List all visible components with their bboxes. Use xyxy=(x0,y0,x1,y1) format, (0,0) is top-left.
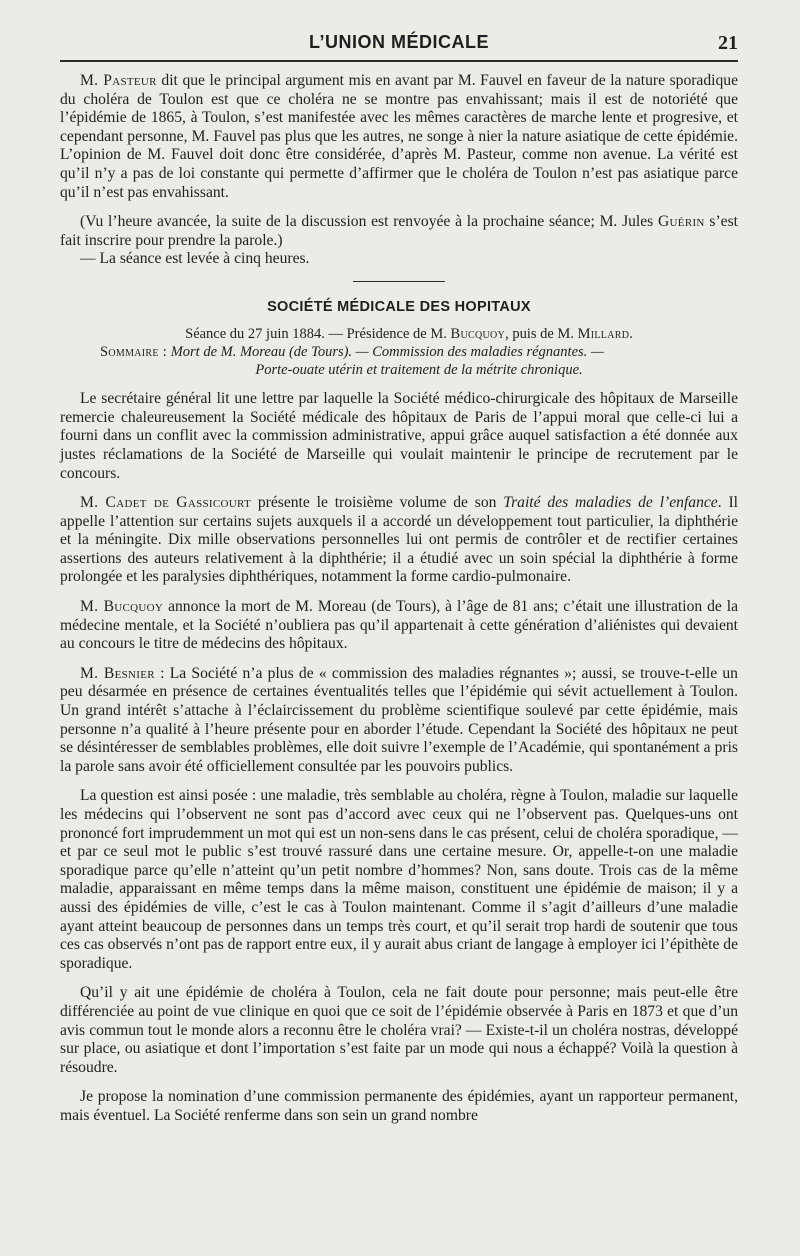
speaker-cadet: M. Cadet de Gassicourt xyxy=(80,494,251,512)
paragraph-bucquoy xyxy=(60,598,738,654)
page-header xyxy=(60,30,738,62)
cadet-text-end: . Il appelle l’attention sur certains sujets auxquels il a accordé un développement tout particulier, la diphthérie et la méningite. Dix mille observations personnelles lui ont permis de contrôler et de rectifier certaines assertions des auteurs relativement à la diphthérie; il a étudié avec un soin spécial la diphthérie à forme prolongée et les paralysies diphthériques, notamment la forme cardio-pulmonaire. xyxy=(60,494,738,586)
book-title: Traité des maladies de l’enfance xyxy=(503,494,718,512)
seance-text: Séance du 27 juin 1884. — Présidence de M. xyxy=(185,325,451,342)
speaker-besnier: M. Besnier xyxy=(80,664,155,682)
speaker-guerin: Guérin xyxy=(658,213,705,231)
pasteur-paragraph xyxy=(60,72,738,202)
bucquoy-text: annonce la mort de M. Moreau (de Tours), à l’âge de 81 ans; c’était une illustration de la médecine mentale, et la Société n’oubliera pas qu’il appartenait à cette génération d’aliénistes qui devaient au concours le titre de médecins des hôpitaux. xyxy=(60,598,739,653)
section-divider xyxy=(353,281,445,282)
paragraph-secretary-letter: Le secrétaire général lit une lettre par laquelle la Société médico-chirurgicale des hôpitaux de Marseille remercie chaleureusement la Société médicale des hôpitaux de Paris de l’appui moral que celle-ci lui a fourni dans un conflit avec la commission administrative, appui grâce auquel satisfaction a été donnée aux justes réclamations de la Société de Marseille qui voulait maintenir le principe de recrutement par le concours. xyxy=(60,390,738,482)
paragraph-cadet-de-gassicourt xyxy=(60,494,738,587)
adjournment-text-start: (Vu l’heure avancée, la suite de la discussion est renvoyée à la prochaine séance; M. Jules xyxy=(80,213,658,231)
section-title: SOCIÉTÉ MÉDICALE DES HOPITAUX xyxy=(267,298,531,315)
sommaire xyxy=(60,343,738,379)
adjournment-note xyxy=(60,213,738,250)
sommaire-line-2: Porte-ouate utérin et traitement de la métrite chronique. xyxy=(255,362,583,379)
seance-end: . xyxy=(629,325,633,342)
paragraph-cholera-toulon: Qu’il y ait une épidémie de choléra à Toulon, cela ne fait doute pour personne; mais peut-elle être différenciée au point de vue clinique en quoi que ce soit de l’épidémie observée à Paris en 1873 et que d’un avis commun tout le monde alors a reconnu être le choléra vrai? — Existe-t-il un choléra nostras, développé sur place, ou asiatique et dont l’importation s’est faite par un mode qui nous a échappé? Voilà la question à résoudre. xyxy=(60,984,738,1076)
running-title: L’UNION MÉDICALE xyxy=(308,32,489,52)
speaker-pasteur: M. Pasteur xyxy=(80,72,157,89)
president-bucquoy: Bucquoy xyxy=(450,325,506,342)
pasteur-text: dit que le principal argument mis en avant par M. Fauvel en faveur de la nature sporadique du choléra de Toulon est que ce choléra ne se montre pas envahissant; mais il est de notoriété que l’épidémie de 1865, à Toulon, s’est manifestée avec les mêmes caractères de marche lente et progresive, et cependant personne, M. Fauvel pas plus que les autres, ne songe à nier la nature asiatique de cette épidémie. L’opinion de M. Fauvel doit donc être considérée, d’après M. Pasteur, comme non avenue. La vérité est qu’il n’y a pas de loi constante qui permette d’affirmer que le choléra de Toulon n’est pas asiatique parce qu’il n’est pas envahissant. xyxy=(60,72,739,201)
speaker-bucquoy: M. Bucquoy xyxy=(80,598,164,616)
seance-line xyxy=(60,325,738,344)
article-body xyxy=(60,72,738,1126)
seance-middle: , puis de M. xyxy=(505,325,578,342)
paragraph-commission-proposal: Je propose la nomination d’une commission permanente des épidémies, ayant un rapporteur permanent, mais éventuel. La Société renferme dans son sein un grand nombre xyxy=(60,1088,738,1124)
paragraph-besnier xyxy=(60,665,738,777)
sommaire-line-1: Mort de M. Moreau (de Tours). — Commission des maladies régnantes. — xyxy=(167,344,604,361)
besnier-text: : La Société n’a plus de « commission des maladies régnantes »; aussi, se trouve-t-elle un peu désarmée en présence de certaines éventualités telles que l’épidémie qui sévit actuellement à Toulon. Un grand intérêt s’attache à l’éclaircissement du problème scientifique soulevé par cette épidémie, mais personne n’a qualité à l’heure présente pour en aborder l’étude. Cependant la Société des hôpitaux ne peut se désintéresser de semblables problèmes, elle doit suivre l’exemple de l’Académie, qui spontanément a pris la parole sans avoir été officiellement consultée par les pouvoirs publics. xyxy=(60,664,738,775)
cadet-text-start: présente le troisième volume de son xyxy=(251,494,504,512)
sommaire-label: Sommaire : xyxy=(100,344,168,361)
closing-line: — La séance est levée à cinq heures. xyxy=(80,250,310,268)
president-millard: Millard xyxy=(577,325,630,342)
page-number: 21 xyxy=(718,32,738,54)
paragraph-question: La question est ainsi posée : une maladie, très semblable au choléra, règne à Toulon, maladie sur laquelle les médecins qui l’observent ne sont pas d’accord avec ceux qui ne l’observent pas. Quelques-uns ont prononcé fort imprudemment un mot qui est un non-sens dans le cas présent, celui de choléra sporadique, — et par ce seul mot le public s’est trouvé rassuré dans une certaine mesure. Or, appelle-t-on une maladie sporadique parce qu’elle n’atteint qu’un petit nombre d’hommes? Non, sans doute. Trois cas de la même maladie, apparaissant en même temps dans la même maison, constituent une épidémie de maison; il y a aussi des épidémies de ville, c’est le cas à Toulon maintenant. Comme il s’agit d’ailleurs d’une maladie ayant atteint beaucoup de personnes dans un temps très court, et qu’il serait trop hardi de soutenir que tous ces cas observés n’ont pas de rapport entre eux, il y aurait abus criant de langage à employer ici l’épithète de sporadique. xyxy=(60,787,738,972)
adjournment-text-end: s’est fait inscrire pour prendre la parole.) xyxy=(60,213,738,249)
